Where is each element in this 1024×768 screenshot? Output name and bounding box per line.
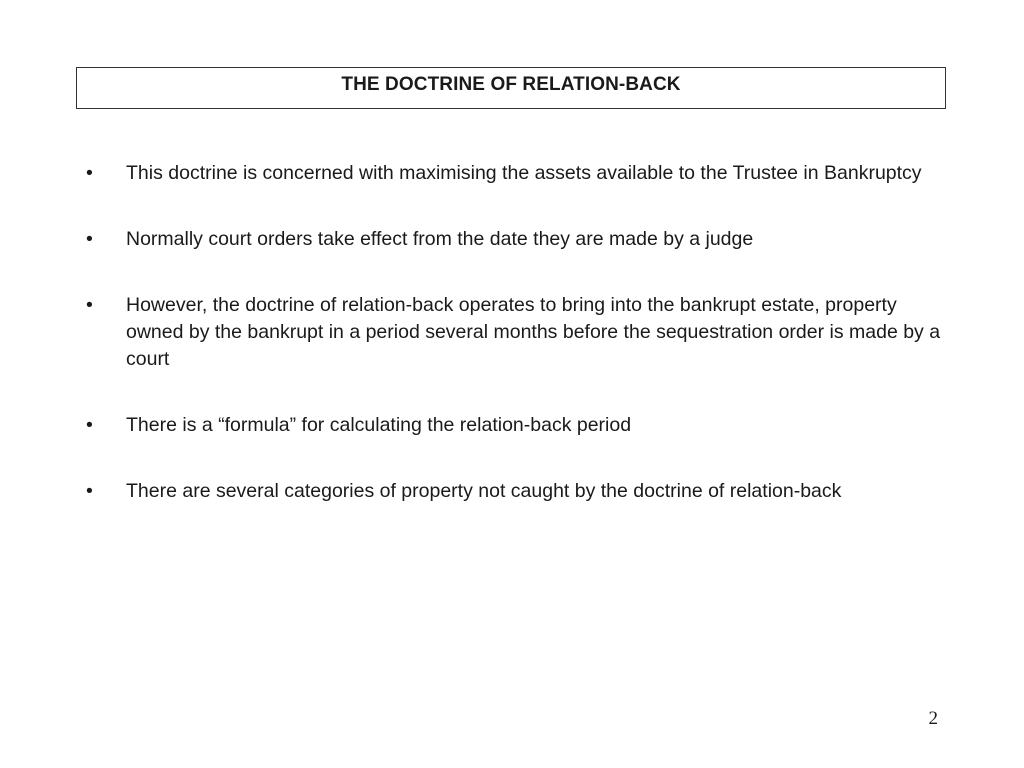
bullet-dot-icon: • [86,162,93,184]
bullet-list [86,160,946,544]
slide-title: THE DOCTRINE OF RELATION-BACK [341,74,681,95]
bullet-text: However, the doctrine of relation-back operates to bring into the bankrupt estate, property owned by the bankrupt in a period several months before the sequestration order is made by a court [126,294,941,370]
bullet-item [86,226,946,253]
bullet-text: Normally court orders take effect from the date they are made by a judge [126,228,754,250]
bullet-text: There is a “formula” for calculating the relation-back period [126,414,632,436]
bullet-item [86,478,946,505]
bullet-text: There are several categories of property not caught by the doctrine of relation-back [126,480,842,502]
bullet-item [86,292,946,373]
bullet-item [86,160,946,187]
slide-title-box [76,67,946,109]
bullet-item [86,412,946,439]
bullet-dot-icon: • [86,480,93,502]
bullet-dot-icon: • [86,414,93,436]
bullet-dot-icon: • [86,294,93,316]
page-number: 2 [928,708,938,729]
bullet-text: This doctrine is concerned with maximising the assets available to the Trustee in Bankruptcy [126,162,922,184]
bullet-dot-icon: • [86,228,93,250]
